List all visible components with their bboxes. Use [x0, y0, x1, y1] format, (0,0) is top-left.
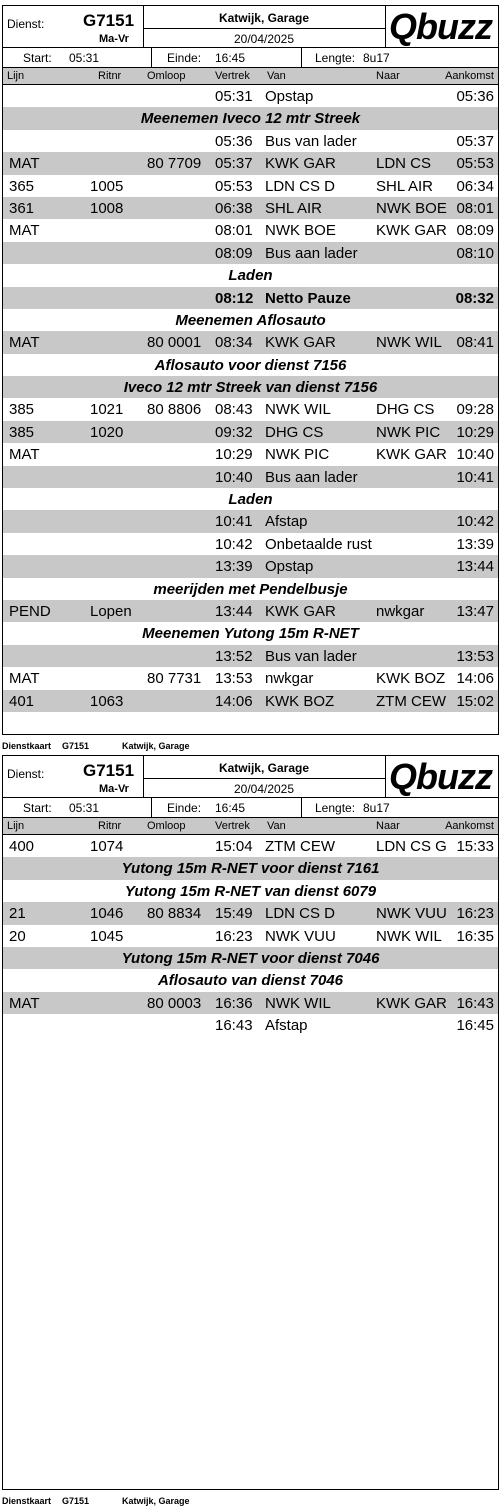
footer-code: G7151 [62, 1496, 90, 1506]
column-header [3, 818, 498, 835]
lengte-value: 8u17 [363, 801, 390, 815]
aankomst-cell: 13:39 [456, 535, 494, 553]
lijn-cell: MAT [9, 222, 40, 240]
dienst-days: Ma-Vr [99, 33, 129, 45]
table-row [3, 510, 498, 532]
aankomst-cell: 13:53 [456, 647, 494, 665]
vertrek-cell: 10:40 [215, 468, 253, 486]
omloop-cell: 80 8806 [147, 401, 202, 419]
aankomst-cell: 08:10 [456, 244, 494, 262]
vertrek-cell: 05:36 [215, 132, 253, 150]
vertrek-cell: 10:41 [215, 513, 253, 531]
lijn-cell: 385 [9, 423, 35, 441]
aankomst-cell: 16:45 [456, 1017, 494, 1035]
dienstkaart-page-1 [2, 5, 499, 735]
vertrek-cell: 09:32 [215, 423, 253, 441]
naar-cell: KWK GAR [376, 222, 447, 240]
naar-cell: NWK VUU [376, 905, 447, 923]
vertrek-cell: 08:12 [215, 289, 254, 307]
vertrek-cell: 08:34 [215, 334, 253, 352]
aankomst-cell: 16:43 [456, 994, 494, 1012]
aankomst-cell: 10:42 [456, 513, 494, 531]
table-row [3, 197, 498, 219]
table-row [3, 152, 498, 174]
table-row [3, 242, 498, 264]
vertrek-cell: 15:49 [215, 905, 253, 923]
lijn-cell: 365 [9, 177, 35, 195]
qbuzz-logo: Qbuzz [389, 756, 492, 797]
naar-cell: LDN CS [376, 155, 432, 173]
date: 20/04/2025 [233, 32, 295, 46]
omloop-cell: 80 8834 [147, 905, 202, 923]
naar-cell: KWK GAR [376, 994, 447, 1012]
ritnr-cell: 1008 [90, 199, 124, 217]
naar-cell: NWK PIC [376, 423, 441, 441]
ritnr-cell: 1045 [90, 927, 124, 945]
aankomst-cell: 09:28 [456, 401, 494, 419]
einde-label: Einde: [167, 51, 202, 65]
table-row [3, 667, 498, 689]
lijn-cell: 400 [9, 838, 35, 855]
aankomst-cell: 05:53 [456, 155, 494, 173]
lijn-cell: MAT [9, 334, 40, 352]
table-row [3, 902, 498, 924]
table-row [3, 175, 498, 197]
van-cell: NWK BOE [265, 222, 336, 240]
table-row [3, 287, 498, 309]
naar-cell: LDN CS G [376, 838, 447, 855]
vertrek-cell: 16:43 [215, 1017, 253, 1035]
omloop-cell: 80 7709 [147, 155, 202, 173]
location: Katwijk, Garage [218, 761, 310, 775]
omloop-cell: 80 0003 [147, 994, 202, 1012]
van-cell: KWK GAR [265, 334, 336, 352]
van-cell: LDN CS D [265, 177, 336, 195]
van-cell: ZTM CEW [265, 838, 335, 855]
lijn-cell: PEND [9, 602, 51, 620]
col-aankomst: Aankomst [445, 820, 494, 832]
col-vertrek: Vertrek [215, 70, 250, 82]
naar-cell: NWK WIL [376, 334, 442, 352]
table-row [3, 1014, 498, 1036]
naar-cell: KWK GAR [376, 446, 447, 464]
vertrek-cell: 05:53 [215, 177, 253, 195]
dienst-days: Ma-Vr [99, 783, 129, 795]
time-summary [3, 798, 498, 818]
vertrek-cell: 05:37 [215, 155, 253, 173]
section-title: Aflosauto voor dienst 7156 [154, 356, 347, 374]
aankomst-cell: 08:01 [456, 199, 494, 217]
naar-cell: NWK BOE [376, 199, 447, 217]
table-row [3, 600, 498, 622]
section-title: Meenemen Iveco 12 mtr Streek [140, 110, 361, 128]
table-row [3, 398, 498, 420]
van-cell: Bus aan lader [265, 244, 358, 262]
section-title: meerijden met Pendelbusje [153, 580, 348, 598]
naar-cell: NWK WIL [376, 927, 442, 945]
section-title: Meenemen Aflosauto [175, 311, 326, 329]
section-title: Yutong 15m R-NET voor dienst 7046 [121, 949, 380, 967]
van-cell: NWK WIL [265, 401, 331, 419]
table-row [3, 555, 498, 577]
col-ritnr: Ritnr [98, 820, 122, 832]
ritnr-cell: 1074 [90, 838, 124, 855]
section-title: Meenemen Yutong 15m R-NET [142, 625, 359, 643]
start-label: Start: [23, 51, 52, 65]
van-cell: Bus van lader [265, 132, 357, 150]
page-header [3, 6, 498, 48]
section-title: Laden [228, 267, 273, 285]
aankomst-cell: 08:41 [456, 334, 494, 352]
lijn-cell: MAT [9, 446, 40, 464]
van-cell: NWK PIC [265, 446, 330, 464]
location: Katwijk, Garage [218, 11, 310, 25]
table-row [3, 645, 498, 667]
section-title: Iveco 12 mtr Streek van dienst 7156 [123, 379, 378, 397]
ritnr-cell: 1021 [90, 401, 124, 419]
aankomst-cell: 06:34 [456, 177, 494, 195]
aankomst-cell: 05:37 [456, 132, 494, 150]
naar-cell: DHG CS [376, 401, 435, 419]
lijn-cell: MAT [9, 670, 40, 688]
footer-label: Dienstkaart [2, 1496, 52, 1506]
footer-location: Katwijk, Garage [122, 1496, 190, 1506]
aankomst-cell: 14:06 [456, 670, 494, 688]
omloop-cell: 80 7731 [147, 670, 202, 688]
van-cell: Netto Pauze [265, 289, 351, 307]
table-row [3, 130, 498, 152]
van-cell: Opstap [265, 88, 314, 105]
table-row [3, 219, 498, 241]
section-title-row [3, 578, 498, 600]
van-cell: Onbetaalde rust [265, 535, 372, 553]
van-cell: Afstap [265, 1017, 308, 1035]
dienst-code: G7151 [83, 11, 135, 30]
section-title: Yutong 15m R-NET voor dienst 7161 [121, 860, 380, 878]
vertrek-cell: 15:04 [215, 838, 253, 855]
ritnr-cell: 1063 [90, 692, 124, 710]
aankomst-cell: 15:33 [456, 838, 494, 855]
vertrek-cell: 10:42 [215, 535, 253, 553]
vertrek-cell: 10:29 [215, 446, 253, 464]
aankomst-cell: 13:47 [456, 602, 494, 620]
section-title: Laden [228, 491, 273, 509]
col-vertrek: Vertrek [215, 820, 250, 832]
lengte-label: Lengte: [315, 801, 356, 815]
table-row [3, 992, 498, 1014]
date: 20/04/2025 [233, 782, 295, 796]
section-title: Aflosauto van dienst 7046 [157, 972, 344, 990]
einde-label: Einde: [167, 801, 202, 815]
vertrek-cell: 13:44 [215, 602, 253, 620]
van-cell: KWK GAR [265, 602, 336, 620]
col-van: Van [267, 70, 286, 82]
section-title-row [3, 622, 498, 644]
lijn-cell: MAT [9, 994, 40, 1012]
vertrek-cell: 13:52 [215, 647, 253, 665]
time-summary [3, 48, 498, 68]
section-title-row [3, 107, 498, 129]
van-cell: Afstap [265, 513, 308, 531]
vertrek-cell: 14:06 [215, 692, 253, 710]
van-cell: KWK BOZ [265, 692, 335, 710]
table-row [3, 533, 498, 555]
section-title-row [3, 488, 498, 510]
start-label: Start: [23, 801, 52, 815]
section-title-row [3, 947, 498, 969]
vertrek-cell: 13:39 [215, 558, 253, 576]
table-row [3, 466, 498, 488]
ritnr-cell: Lopen [90, 602, 132, 620]
lijn-cell: 385 [9, 401, 35, 419]
lijn-cell: MAT [9, 155, 40, 173]
table-row [3, 331, 498, 353]
table-row [3, 835, 498, 857]
section-title-row [3, 354, 498, 376]
ritnr-cell: 1005 [90, 177, 124, 195]
table-row [3, 85, 498, 107]
col-lijn: Lijn [7, 70, 25, 82]
footer-location: Katwijk, Garage [122, 741, 190, 751]
section-title-row [3, 376, 498, 398]
vertrek-cell: 05:31 [215, 88, 253, 105]
vertrek-cell: 08:01 [215, 222, 253, 240]
col-lijn: Lijn [7, 820, 25, 832]
lijn-cell: 401 [9, 692, 35, 710]
schedule-rows [3, 85, 498, 712]
naar-cell: ZTM CEW [376, 692, 446, 710]
start-time: 05:31 [69, 51, 100, 65]
aankomst-cell: 05:36 [456, 88, 494, 105]
lijn-cell: 21 [9, 905, 26, 923]
aankomst-cell: 15:02 [456, 692, 494, 710]
van-cell: NWK WIL [265, 994, 331, 1012]
col-naar: Naar [376, 820, 400, 832]
aankomst-cell: 10:29 [456, 423, 494, 441]
naar-cell: KWK BOZ [376, 670, 446, 688]
page-header [3, 756, 498, 798]
van-cell: Bus aan lader [265, 468, 358, 486]
vertrek-cell: 06:38 [215, 199, 253, 217]
van-cell: nwkgar [265, 670, 314, 688]
van-cell: SHL AIR [265, 199, 322, 217]
naar-cell: nwkgar [376, 602, 425, 620]
col-omloop: Omloop [147, 820, 186, 832]
footer-label: Dienstkaart [2, 741, 52, 751]
aankomst-cell: 16:23 [456, 905, 494, 923]
aankomst-cell: 08:32 [455, 289, 494, 307]
dienstkaart-page-2 [2, 755, 499, 1490]
aankomst-cell: 16:35 [456, 927, 494, 945]
lengte-value: 8u17 [363, 51, 390, 65]
col-omloop: Omloop [147, 70, 186, 82]
vertrek-cell: 13:53 [215, 670, 253, 688]
einde-time: 16:45 [215, 801, 246, 815]
van-cell: Opstap [265, 558, 314, 576]
section-title-row [3, 880, 498, 902]
vertrek-cell: 08:09 [215, 244, 253, 262]
aankomst-cell: 13:44 [456, 558, 494, 576]
ritnr-cell: 1020 [90, 423, 124, 441]
col-ritnr: Ritnr [98, 70, 122, 82]
qbuzz-logo: Qbuzz [389, 6, 492, 47]
aankomst-cell: 10:41 [456, 468, 494, 486]
aankomst-cell: 08:09 [456, 222, 494, 240]
footer-code: G7151 [62, 741, 90, 751]
vertrek-cell: 16:36 [215, 994, 253, 1012]
section-title-row [3, 857, 498, 879]
einde-time: 16:45 [215, 51, 246, 65]
omloop-cell: 80 0001 [147, 334, 202, 352]
table-row [3, 421, 498, 443]
col-naar: Naar [376, 70, 400, 82]
section-title-row [3, 309, 498, 331]
section-title-row [3, 969, 498, 991]
lijn-cell: 20 [9, 927, 26, 945]
dienst-label: Dienst: [7, 17, 45, 31]
table-row [3, 443, 498, 465]
schedule-rows [3, 835, 498, 1037]
van-cell: KWK GAR [265, 155, 336, 173]
col-van: Van [267, 820, 286, 832]
lijn-cell: 361 [9, 199, 35, 217]
dienst-label: Dienst: [7, 767, 45, 781]
start-time: 05:31 [69, 801, 100, 815]
vertrek-cell: 16:23 [215, 927, 253, 945]
van-cell: DHG CS [265, 423, 324, 441]
dienst-code: G7151 [83, 761, 135, 780]
section-title: Yutong 15m R-NET van dienst 6079 [124, 882, 377, 900]
aankomst-cell: 10:40 [456, 446, 494, 464]
section-title-row [3, 264, 498, 286]
ritnr-cell: 1046 [90, 905, 124, 923]
van-cell: NWK VUU [265, 927, 336, 945]
van-cell: LDN CS D [265, 905, 336, 923]
naar-cell: SHL AIR [376, 177, 433, 195]
lengte-label: Lengte: [315, 51, 356, 65]
table-row [3, 925, 498, 947]
column-header [3, 68, 498, 85]
col-aankomst: Aankomst [445, 70, 494, 82]
vertrek-cell: 08:43 [215, 401, 253, 419]
table-row [3, 690, 498, 712]
van-cell: Bus van lader [265, 647, 357, 665]
